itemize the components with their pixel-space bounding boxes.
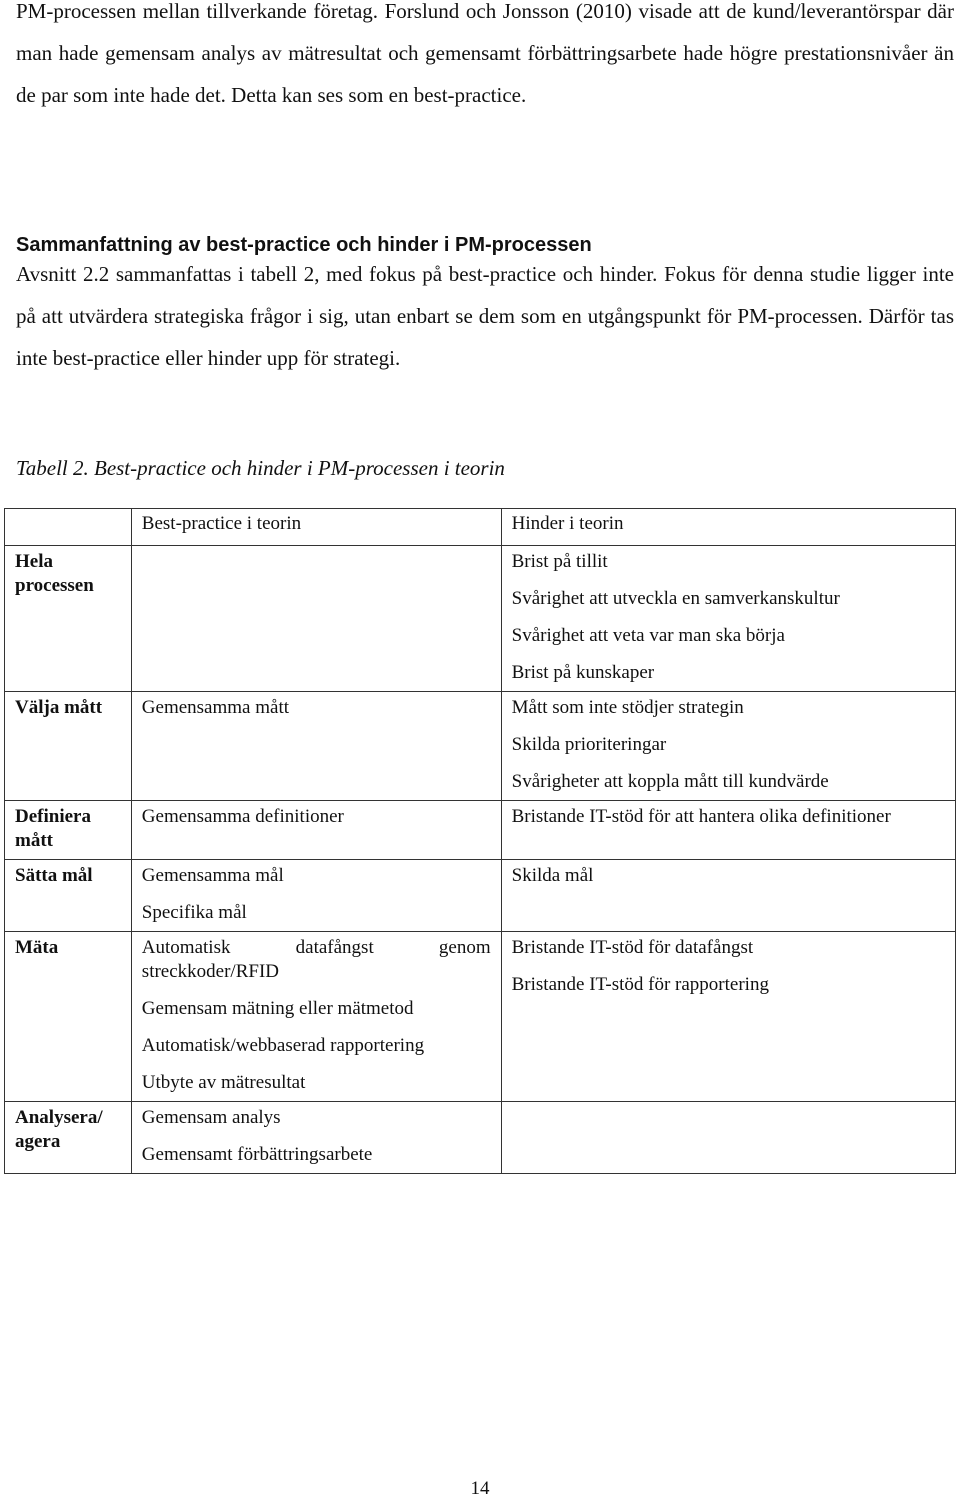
hinder-cell (501, 692, 955, 801)
best-practice-item: Automatisk datafångst genom streckkoder/RFID (141, 937, 491, 982)
hinder-cell (501, 860, 955, 932)
row-label: Mäta (5, 932, 132, 1102)
table-row (5, 1102, 956, 1174)
row-label: Definiera mått (5, 801, 132, 860)
body-paragraph-2: Avsnitt 2.2 sammanfattas i tabell 2, med fokus på best-practice och hinder. Fokus för denna studie ligger inte på att utvärdera strategiska frågor i sig, utan enbart se dem som en utgångspunkt för PM-processen. Därför tas inte best-practice eller hinder upp för strategi. (16, 262, 954, 370)
hinder-cell (501, 932, 955, 1102)
hinder-item: Svårighet att veta var man ska börja (511, 625, 785, 646)
hinder-cell (501, 1102, 955, 1174)
table-row (5, 546, 956, 692)
row-label: Hela processen (5, 546, 132, 692)
best-practice-item: Gemensam analys (141, 1107, 281, 1128)
best-practice-cell (131, 1102, 501, 1174)
header-best-practice: Best-practice i teorin (131, 509, 501, 546)
hinder-cell (501, 546, 955, 692)
row-label: Välja mått (5, 692, 132, 801)
best-practice-table (4, 508, 956, 1174)
best-practice-cell (131, 860, 501, 932)
hinder-item: Skilda mål (511, 865, 594, 886)
page-number: 14 (470, 1478, 490, 1499)
best-practice-cell (131, 692, 501, 801)
hinder-item: Mått som inte stödjer strategin (511, 697, 744, 718)
hinder-item: Skilda prioriteringar (511, 734, 667, 755)
best-practice-item: Gemensamma mål (141, 865, 284, 886)
hinder-cell (501, 801, 955, 860)
best-practice-cell (131, 546, 501, 692)
row-label: Analysera/ agera (5, 1102, 132, 1174)
table-header-row (5, 509, 956, 546)
best-practice-item: Utbyte av mätresultat (141, 1072, 306, 1093)
hinder-item: Svårighet att utveckla en samverkanskultur (511, 588, 840, 609)
table-row (5, 692, 956, 801)
table-row (5, 801, 956, 860)
header-cell-empty (5, 509, 132, 546)
hinder-item: Bristande IT-stöd för att hantera olika definitioner (511, 806, 891, 827)
header-hinder: Hinder i teorin (501, 509, 955, 546)
table-caption: Tabell 2. Best-practice och hinder i PM-processen i teorin (16, 456, 505, 480)
row-label: Sätta mål (5, 860, 132, 932)
best-practice-item: Gemensam mätning eller mätmetod (141, 998, 414, 1019)
hinder-item: Brist på kunskaper (511, 662, 655, 683)
hinder-item: Bristande IT-stöd för datafångst (511, 937, 754, 958)
table-row (5, 932, 956, 1102)
table-row (5, 860, 956, 932)
best-practice-cell (131, 932, 501, 1102)
best-practice-item: Gemensamma mått (141, 697, 290, 718)
best-practice-item: Gemensamma definitioner (141, 806, 344, 827)
best-practice-item: Automatisk/webbaserad rapportering (141, 1035, 425, 1056)
body-paragraph-1: PM-processen mellan tillverkande företag. Forslund och Jonsson (2010) visade att de kund/leverantörspar där man hade gemensam analys av mätresultat och gemensamt förbättringsarbete hade högre prestationsnivåer än de par som inte hade det. Detta kan ses som en best-practice. (16, 0, 954, 107)
section-heading: Sammanfattning av best-practice och hinder i PM-processen (16, 234, 592, 256)
hinder-item: Bristande IT-stöd för rapportering (511, 974, 769, 995)
hinder-item: Brist på tillit (511, 551, 608, 572)
hinder-item: Svårigheter att koppla mått till kundvärde (511, 771, 829, 792)
best-practice-cell (131, 801, 501, 860)
best-practice-item: Gemensamt förbättringsarbete (141, 1144, 373, 1165)
best-practice-item: Specifika mål (141, 902, 247, 923)
